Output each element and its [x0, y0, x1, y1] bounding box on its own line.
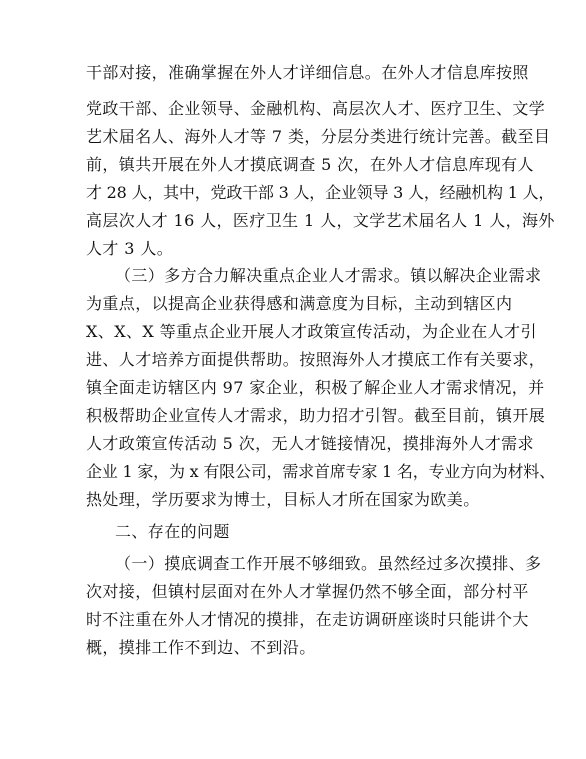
- text-line: （三）多方合力解决重点企业人才需求。镇以解决企业需求: [115, 266, 542, 285]
- heading-text: 二、存在的问题: [115, 522, 230, 541]
- text-line: X、X、X 等重点企业开展人才政策宣传活动，为企业在人才引: [86, 322, 537, 341]
- text-line: （一）摸底调查工作开展不够细致。虽然经过多次摸排、多: [115, 554, 542, 573]
- text-line: 人才政策宣传活动 5 次，无人才链接情况，摸排海外人才需求: [86, 434, 534, 453]
- text-line: 高层次人才 16 人，医疗卫生 1 人，文学艺术届名人 1 人，海外: [86, 211, 555, 230]
- text-line: 艺术届名人、海外人才等 7 类，分层分类进行统计完善。截至目: [86, 127, 551, 146]
- text-line: 次对接，但镇村层面对在外人才掌握仍然不够全面，部分村平: [86, 582, 529, 601]
- text-line: 时不注重在外人才情况的摸排，在走访调研座谈时只能讲个大: [86, 610, 529, 629]
- text-line: 前，镇共开展在外人才摸底调查 5 次，在外人才信息库现有人: [86, 155, 534, 174]
- text-line: 热处理，学历要求为博士，目标人才所在国家为欧美。: [86, 490, 480, 509]
- text-line: 进、人才培养方面提供帮助。按照海外人才摸底工作有关要求，: [86, 350, 546, 369]
- text-line: 人才 3 人。: [86, 239, 174, 258]
- text-line: 概，摸排工作不到边、不到沿。: [86, 638, 316, 657]
- text-line: 企业 1 家，为 x 有限公司，需求首席专家 1 名，专业方向为材料、: [86, 462, 555, 481]
- text-line: 镇全面走访辖区内 97 家企业，积极了解企业人才需求情况，并: [86, 378, 545, 397]
- text-line: 干部对接，准确掌握在外人才详细信息。在外人才信息库按照: [86, 63, 529, 82]
- text-line: 才 28 人，其中，党政干部 3 人，企业领导 3 人，经融机构 1 人，: [86, 183, 555, 202]
- text-line: 党政干部、企业领导、金融机构、高层次人才、医疗卫生、文学: [86, 99, 546, 118]
- text-line: 积极帮助企业宣传人才需求，助力招才引智。截至目前，镇开展: [86, 406, 546, 425]
- text-line: 为重点，以提高企业获得感和满意度为目标，主动到辖区内: [86, 294, 513, 313]
